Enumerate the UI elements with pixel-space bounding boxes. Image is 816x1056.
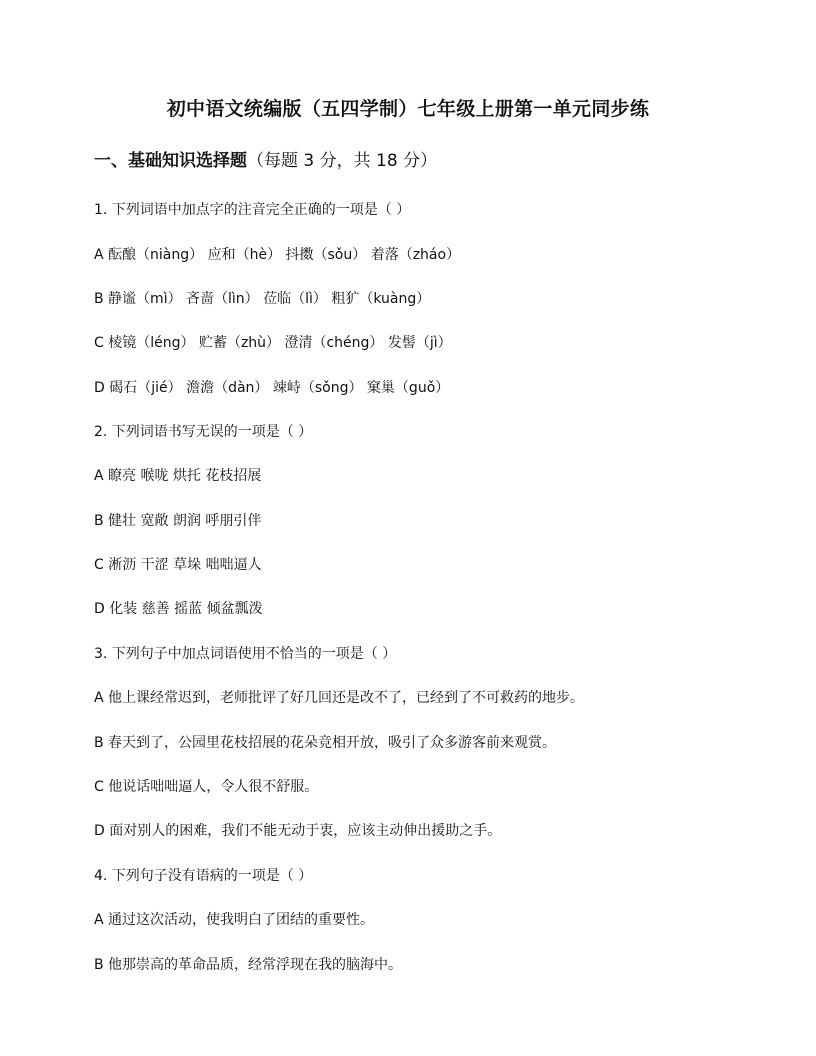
- question-1-option-c: C 棱镜（léng） 贮蓄（zhù） 澄清（chéng） 发髻（jì）: [94, 335, 452, 351]
- question-2-option-a: A 瞭亮 喉咙 烘托 花枝招展: [94, 468, 262, 484]
- question-1-option-b: B 静谧（mì） 吝啬（lìn） 莅临（lì） 粗犷（kuàng）: [94, 291, 431, 307]
- question-3-option-b: B 春天到了，公园里花枝招展的花朵竞相开放，吸引了众多游客前来观赏。: [94, 735, 557, 751]
- question-2-option-d: D 化装 慈善 摇蓝 倾盆瓢泼: [94, 601, 263, 617]
- question-3-option-a: A 他上课经常迟到，老师批评了好几回还是改不了，已经到了不可救药的地步。: [94, 690, 585, 706]
- question-3-option-d: D 面对别人的困难，我们不能无动于衷，应该主动伸出援助之手。: [94, 823, 502, 839]
- question-2-stem: 2. 下列词语书写无误的一项是（ ）: [94, 424, 313, 440]
- question-4-option-a: A 通过这次活动，使我明白了团结的重要性。: [94, 912, 375, 928]
- question-4-option-b: B 他那崇高的革命品质，经常浮现在我的脑海中。: [94, 957, 403, 973]
- question-1-stem: 1. 下列词语中加点字的注音完全正确的一项是（ ）: [94, 202, 411, 218]
- document-title: 初中语文统编版（五四学制）七年级上册第一单元同步练: [166, 98, 650, 120]
- question-4-stem: 4. 下列句子没有语病的一项是（ ）: [94, 868, 313, 884]
- question-3-stem: 3. 下列句子中加点词语使用不恰当的一项是（ ）: [94, 646, 397, 662]
- section-heading: [94, 149, 437, 173]
- section-heading-title: 一、基础知识选择题: [94, 151, 247, 171]
- question-1-option-d: D 碣石（jié） 澹澹（dàn） 竦峙（sǒng） 窠巢（guǒ）: [94, 380, 450, 396]
- question-2-option-b: B 健壮 宽敞 朗润 呼朋引伴: [94, 513, 262, 529]
- question-3-option-c: C 他说话咄咄逼人，令人很不舒服。: [94, 779, 319, 795]
- question-2-option-c: C 淅沥 干涩 草垛 咄咄逼人: [94, 557, 262, 573]
- question-1-option-a: A 酝酿（niàng） 应和（hè） 抖擞（sǒu） 着落（zháo）: [94, 247, 461, 263]
- section-heading-scoring: （每题 3 分，共 18 分）: [247, 151, 438, 171]
